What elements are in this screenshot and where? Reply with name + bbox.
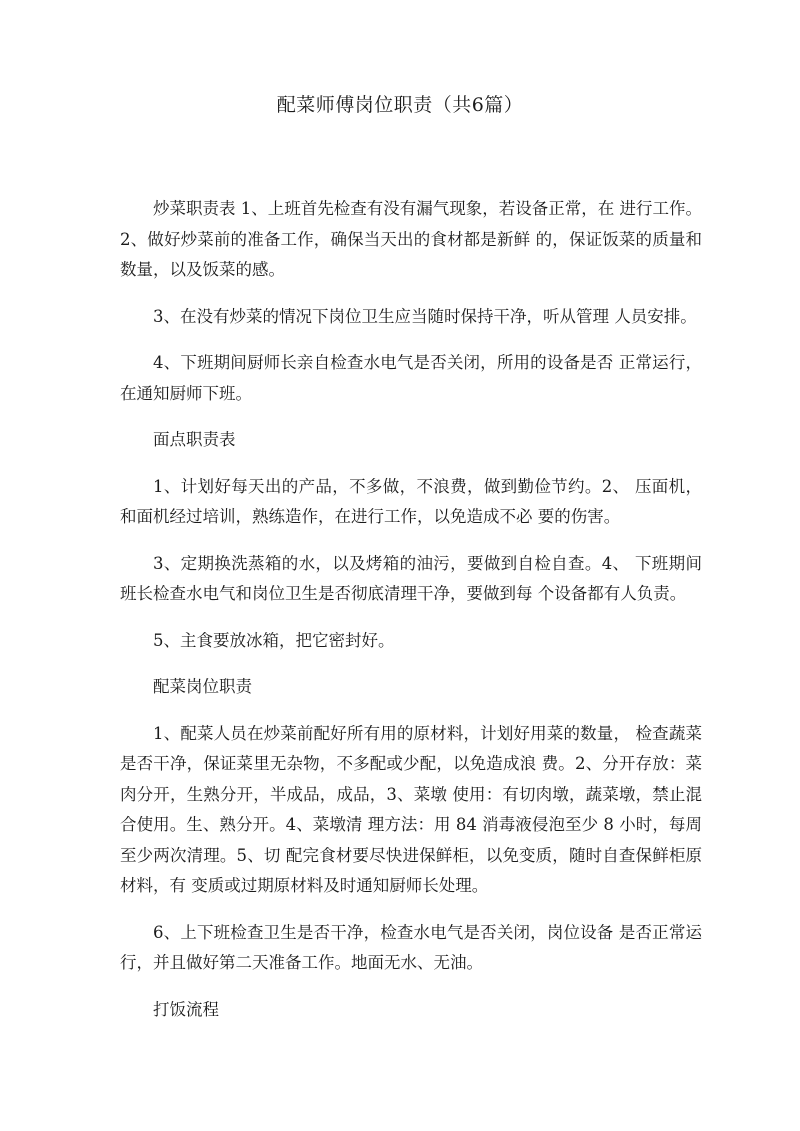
- paragraph-prep-6: 6、上下班检查卫生是否干净，检查水电气是否关闭，岗位设备 是否正常运行，并且做好第二天准备工作。地面无水、无油。: [120, 922, 702, 972]
- section-heading-prep: 配菜岗位职责: [153, 677, 252, 696]
- paragraph-pastry-5: 5、主食要放冰箱，把它密封好。: [153, 630, 395, 650]
- paragraph-chaocai-duties: 炒菜职责表 1、上班首先检查有没有漏气现象，若设备正常，在 进行工作。2、做好炒菜前的准备工作，确保当天出的食材都是新鲜 的，保证饭菜的质量和数量，以及饭菜的感。: [120, 199, 702, 279]
- document-body: [120, 194, 702, 1041]
- paragraph-closing-check: 4、下班期间厨师长亲自检查水电气是否关闭，所用的设备是否 正常运行，在通知厨师下班。: [120, 353, 702, 403]
- section-heading-serving: 打饭流程: [153, 999, 219, 1019]
- paragraph-hygiene: 3、在没有炒菜的情况下岗位卫生应当随时保持干净，听从管理 人员安排。: [153, 306, 697, 326]
- document-title: 配菜师傅岗位职责（共6篇）: [276, 94, 524, 116]
- paragraph-pastry-1: 1、计划好每天出的产品，不多做，不浪费，做到勤俭节约。2、 压面机，和面机经过培训，熟练造作，在进行工作，以免造成不必 要的伤害。: [120, 476, 702, 526]
- paragraph-pastry-3: 3、定期换洗蒸箱的水，以及烤箱的油污，要做到自检自查。4、 下班期间班长检查水电气和岗位卫生是否彻底清理干净，要做到每 个设备都有人负责。: [120, 553, 702, 603]
- section-heading-pastry: 面点职责表: [153, 430, 236, 449]
- paragraph-prep-1: 1、配菜人员在炒菜前配好所有用的原材料，计划好用菜的数量， 检查蔬菜是否干净，保证菜里无杂物，不多配或少配，以免造成浪 费。2、分开存放：菜肉分开，生熟分开，半成品，成品，3、菜墩 使用：有切肉墩，蔬菜墩，禁止混合使用。生、熟分开。4、菜墩清 理方法：用 84 消毒液侵泡至少 8 小时，每周至少两次清理。5、切 配完食材要尽快进保鲜柜，以免变质，随时自查保鲜柜原材料，有 变质或过期原材料及时通知厨师长处理。: [120, 723, 702, 895]
